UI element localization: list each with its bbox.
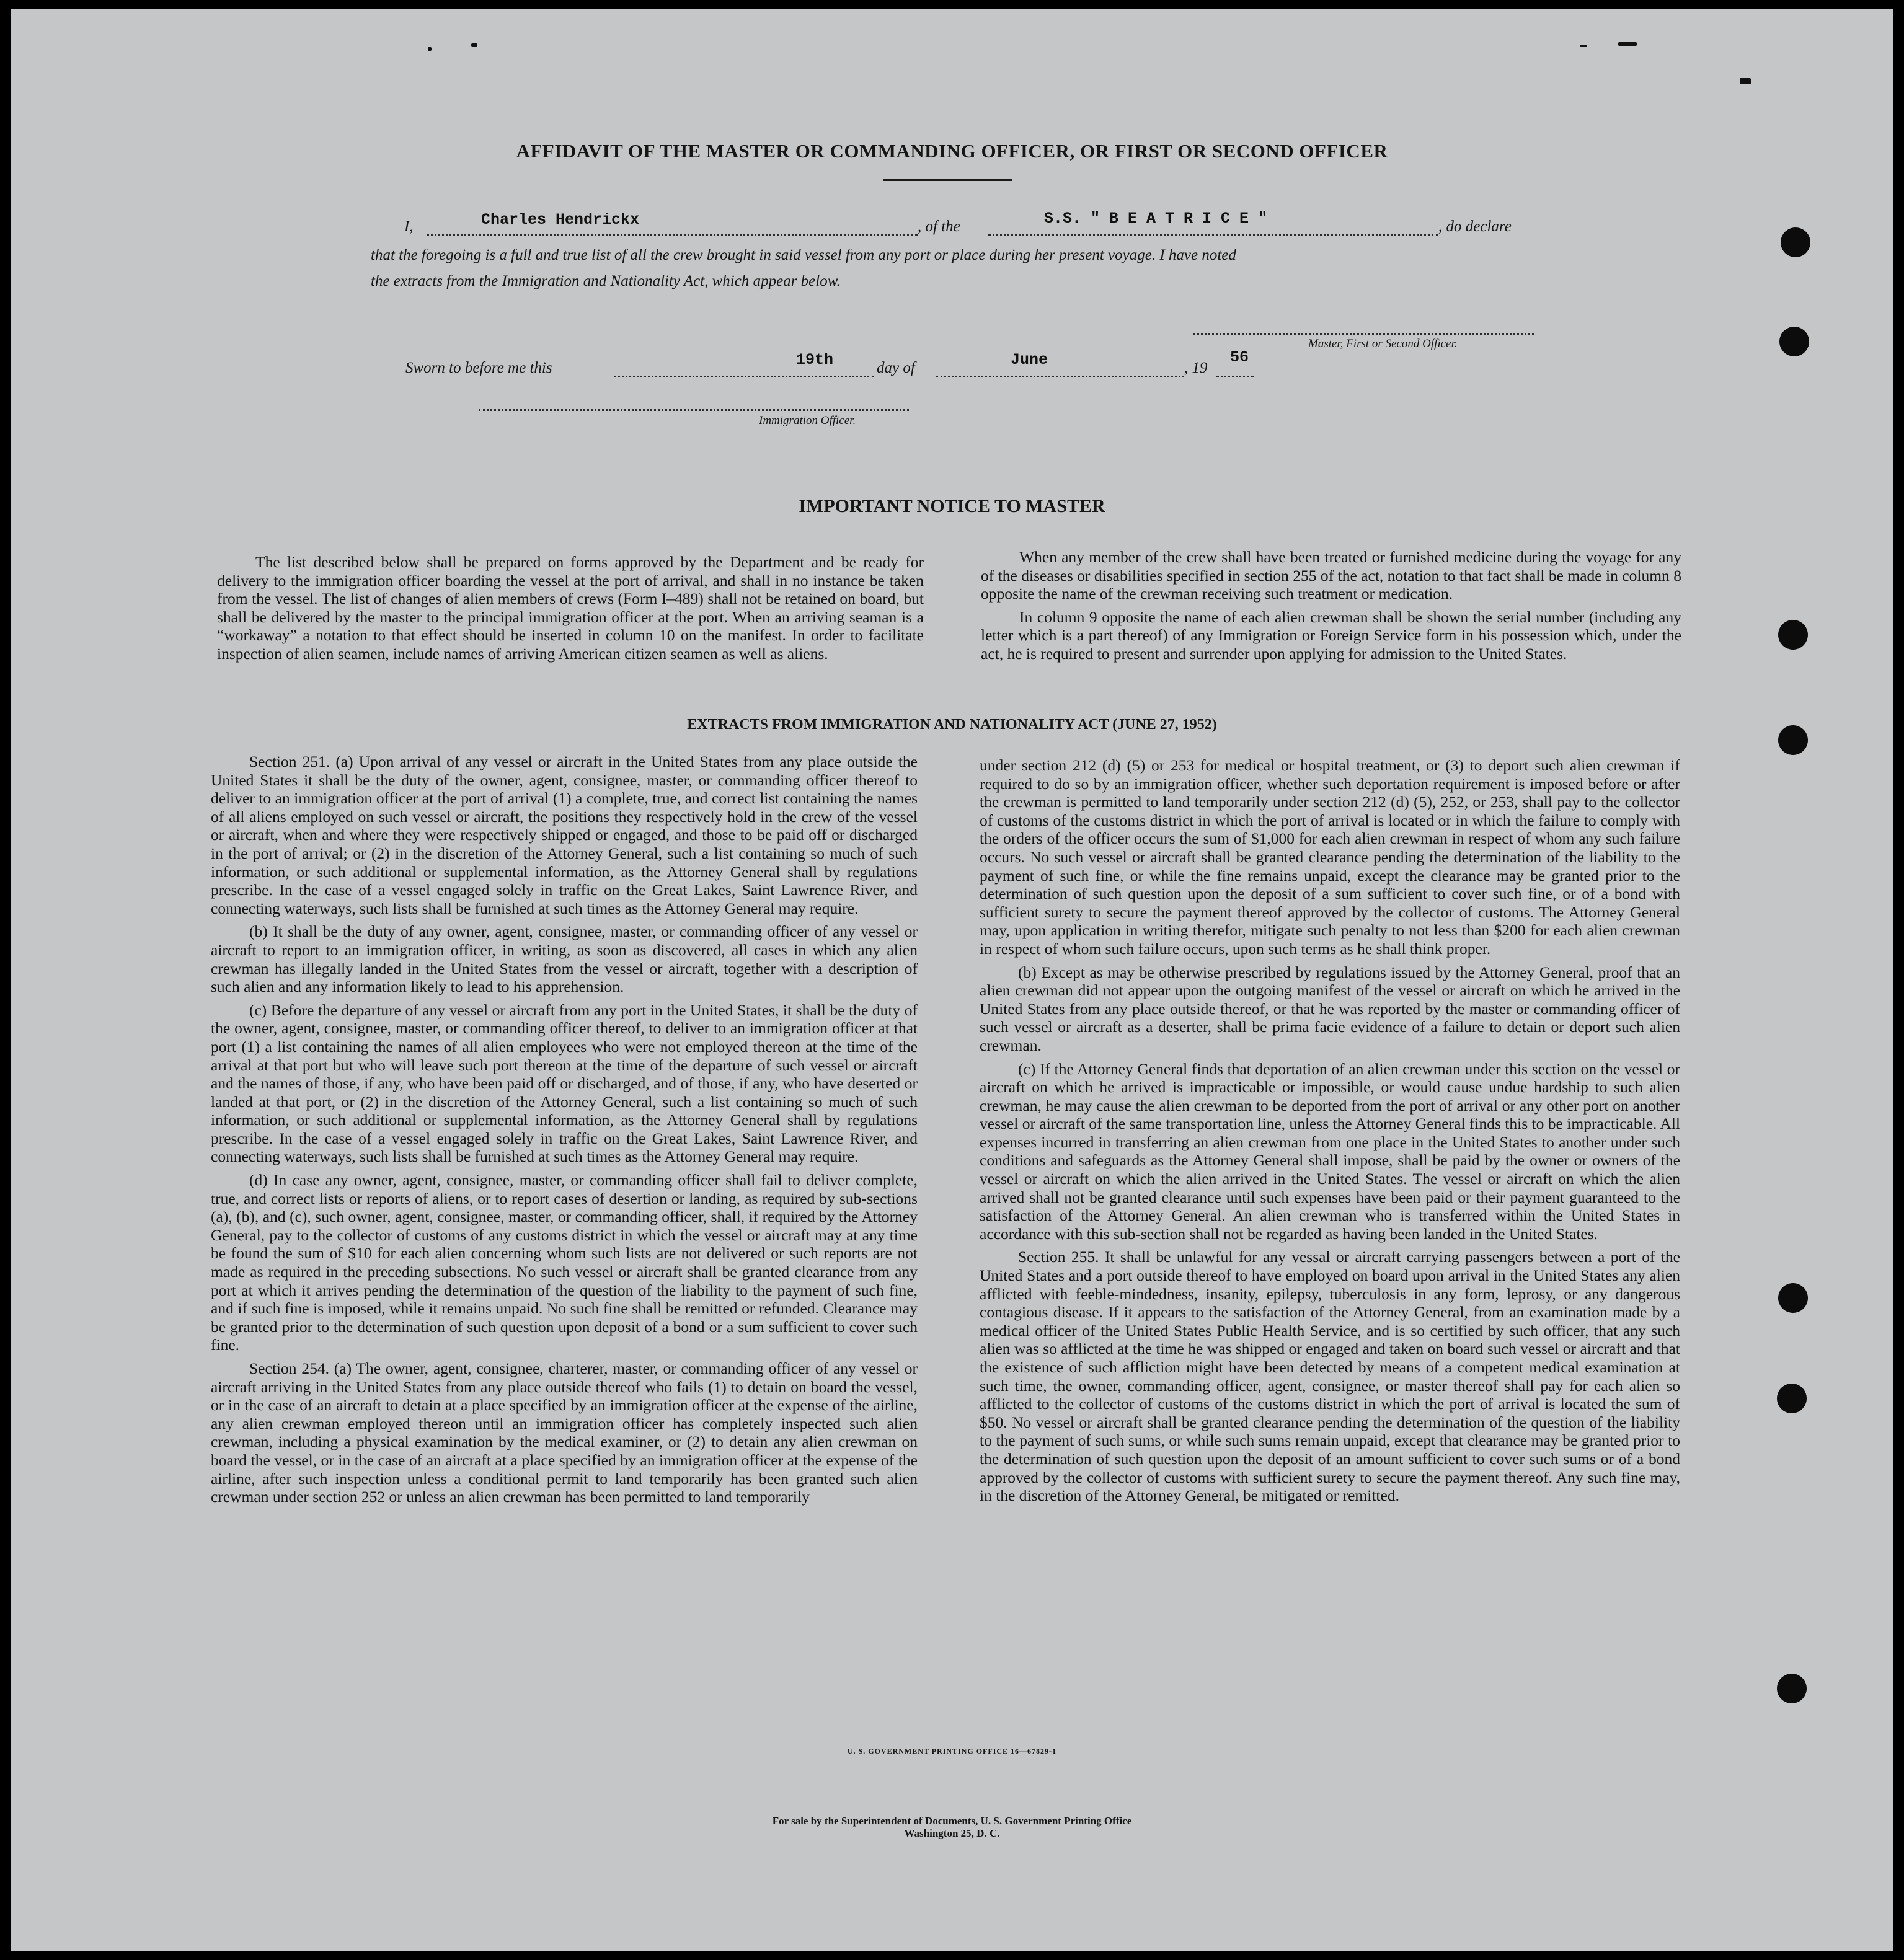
sworn-year: 56 (1230, 348, 1249, 366)
section-paragraph: (c) If the Attorney General finds that deportation of an alien crewman under this section on the vessel or aircraft on which he arrived is impracticable or impossible, or would cause undue hardship to such alien crewman, he may cause the alien crewman to be deported from the port of arrival or any other port on another vessel or aircraft of the same transportation line, unless the Attorney General finds this to be impracticable. All expenses incurred in transferring an alien crewman from one place in the United States to another under such conditions and safeguards as the Attorney General shall impose, shall be paid by the owner or owners of the vessel or aircraft on which the alien arrived in the United States. The vessel or aircraft on which the alien arrived shall not be granted clearance until such expenses have been paid or their payment guaranteed to the satisfaction of the Attorney General. An alien crewman who is transferred within the United States in accordance with this sub-section shall not be regarded as having been landed in the United States. (980, 1059, 1680, 1243)
punch-hole (1779, 327, 1809, 356)
extracts-right-column (980, 756, 1680, 1510)
sale-line-1: For sale by the Superintendent of Documents, U. S. Government Printing Office (772, 1815, 1132, 1827)
master-label: Master, First or Second Officer. (1308, 337, 1458, 350)
notice-right-column (981, 548, 1681, 668)
decl-of-the: , of the (918, 218, 960, 235)
notice-left-column (217, 553, 924, 668)
punch-hole (1777, 1674, 1807, 1703)
decl-prefix: I, (404, 218, 414, 235)
section-paragraph: (c) Before the departure of any vessel or aircraft from any port in the United States, it shall be the duty of the owner, agent, consignee, master, or commanding officer thereof, to deliver to an immigration officer at that port (1) a list containing the names of all alien employees who were not employed thereon at the time of the arrival at that port but who will leave such port thereon at the time of the departure of such vessel or aircraft and the names of those, if any, who have been paid off or discharged, and of those, if any, who have deserted or landed at that port, or (2) in the discretion of the Attorney General, such a list containing so much of such information, or such additional or supplemental information, as the Attorney General shall by regulations prescribe. In the case of a vessel engaged solely in traffic on the Great Lakes, Saint Lawrence River, and connecting waterways, such lists shall be furnished at such times as the Attorney General may require. (211, 1000, 918, 1166)
scan-speck (1740, 78, 1751, 84)
name-line (427, 234, 918, 236)
scan-speck (1580, 45, 1587, 47)
punch-hole (1777, 1384, 1807, 1413)
title-rule (883, 179, 1012, 181)
section-paragraph: under section 212 (d) (5) or 253 for medical or hospital treatment, or (3) to deport such alien crewman if required to do so by an immigration officer, whether such deportation requirement is imposed before or after the crewman is permitted to land temporarily under section 212 (d) (5), 252, or 253, shall pay to the collector of customs of the customs district in which the port of arrival is located or in which the failure to comply with the orders of the officer occurs the sum of $1,000 for each alien crewman in respect of whom any such failure occurs. No such vessel or aircraft shall be granted clearance pending the determination of the liability to the payment of such fine, or while the fine remains unpaid, except the clearance may be granted prior to the determination of such question upon the deposit of a sum sufficient to cover such fine, or of a bond with sufficient surety to secure the payment thereof approved by the collector of customs. The Attorney General may, upon application in writing therefor, mitigate such penalty to not less than $200 for each alien crewman in respect of whom such failure occurs, upon such terms as he shall think proper. (980, 756, 1680, 958)
sale-line-2: Washington 25, D. C. (904, 1827, 1000, 1839)
scan-speck (428, 47, 432, 51)
affidavit-title: AFFIDAVIT OF THE MASTER OR COMMANDING OFFICER, OR FIRST OR SECOND OFFICER (516, 140, 1388, 162)
year-line (1216, 376, 1254, 377)
scan-speck (471, 43, 477, 47)
month-line (936, 376, 1184, 377)
officer-signature-line (479, 409, 909, 411)
section-paragraph: Section 255. It shall be unlawful for any vessal or aircraft carrying passengers between a port of the United States and a port outside thereof to have employed on board upon arrival in the United States any alien afflicted with feeble-mindedness, insanity, epilepsy, tuberculosis in any form, leprosy, or any dangerous contagious disease. If it appears to the satisfaction of the Attorney General, from an examination made by a medical officer of the United States Public Health Service, and is so certified by such officer, that any such alien was so afflicted at the time he was shipped or engaged and taken on board such vessel or aircraft and that the existence of such affliction might have been detected by means of a competent medical examination at such time, the owner, commanding officer, agent, consignee, or master thereof shall pay for each alien so afflicted to the collector of customs of the customs district in which the port of arrival is located the sum of $50. No vessel or aircraft shall be granted clearance pending the determination of the question of the liability to the payment of such sums, or while such sums remain unpaid, except that clearance may be granted prior to the determination of such question upon the deposit of an amount sufficient to cover such sums or of a bond approved by the collector of customs with sufficient surety to secure the payment thereof. Any such fine may, in the discretion of the Attorney General, be mitigated or remitted. (980, 1248, 1680, 1505)
scan-speck (1618, 42, 1637, 46)
officer-label: Immigration Officer. (759, 414, 856, 427)
punch-hole (1778, 1283, 1808, 1313)
notice-paragraph: In column 9 opposite the name of each alien crewman shall be shown the serial number (including any letter which is a part thereof) of any Immigration or Foreign Service form in his possession which, under the act, he is required to present and surrender upon applying for admission to the United States. (981, 607, 1681, 663)
punch-hole (1778, 620, 1808, 650)
extracts-left-column (211, 753, 918, 1511)
master-name: Charles Hendrickx (481, 211, 640, 229)
notice-paragraph: The list described below shall be prepared on forms approved by the Department and be ready for delivery to the immigration officer boarding the vessel at the port of arrival, and shall in no instance be taken from the vessel. The list of changes of alien members of crews (Form I–489) shall not be retained on board, but shall be delivered by the master to the principal immigration officer at the port. When an arriving seaman is a “workaway” a notation to that effect should be inserted in column 10 on the manifest. In order to facilitate inspection of alien seamen, include names of arriving American citizen seamen as well as aliens. (217, 553, 924, 663)
sworn-month: June (1011, 351, 1048, 369)
section-paragraph: Section 251. (a) Upon arrival of any vessel or aircraft in the United States from any place outside the United States it shall be the duty of the owner, agent, consignee, master, or commanding officer thereof to deliver to an immigration officer at the port of arrival (1) a complete, true, and correct list containing the names of all aliens employed on such vessel or aircraft, the positions they respectively hold in the crew of the vessel or aircraft, when and where they were respectively shipped or engaged, and those to be paid off or discharged in the port of arrival; or (2) in the discretion of the Attorney General, such a list containing so much of such information, or such additional or supplemental information, as the Attorney General shall by regulations prescribe. In the case of a vessel engaged solely in traffic on the Great Lakes, Saint Lawrence River, and connecting waterways, such lists shall be furnished at such times as the Attorney General may require. (211, 753, 918, 917)
day-line (614, 376, 874, 377)
punch-hole (1781, 227, 1810, 257)
section-paragraph: Section 254. (a) The owner, agent, consignee, charterer, master, or commanding officer of any vessel or aircraft arriving in the United States from any place outside thereof who fails (1) to detain on board the vessel, or in the case of an aircraft to detain at a place specified by an immigration officer at the expense of the airline, any alien crewman employed thereon until an immigration officer has completely inspected such alien crewman, including a physical examination by the medical examiner, or (2) to detain any alien crewman on board the vessel, or in the case of an aircraft at a place specified by an immigration officer at the expense of the airline, after such inspection unless a conditional permit to land temporarily has been granted such alien crewman under section 252 or unless an alien crewman has been permitted to land temporarily (211, 1359, 918, 1506)
section-paragraph: (d) In case any owner, agent, consignee, master, or commanding officer shall fail to deliver complete, true, and correct lists or reports of aliens, or to report cases of desertion or landing, as required by sub-sections (a), (b), and (c), such owner, agent, consignee, master, or commanding officer, shall, if required by the Attorney General, pay to the collector of customs of any customs district in which the vessel or aircraft may at any time be found the sum of $10 for each alien concerning whom such lists are not delivered or such reports are not made as required in the preceding subsections. No such vessel or aircraft shall be granted clearance from any port at which it arrives pending the determination of the question of the liability to the payment of such fine, and if such fine is imposed, while it remains unpaid. No such fine shall be remitted or refunded. Clearance may be granted prior to the determination of such question upon deposit of a bond or a sum sufficient to cover such fine. (211, 1171, 918, 1354)
section-paragraph: (b) Except as may be otherwise prescribed by regulations issued by the Attorney General, proof that an alien crewman did not appear upon the outgoing manifest of the vessel or aircraft on which he arrived in the United States from any place outside thereof, or that he was reported by the master or commanding officer of such vessel or aircraft as a deserter, shall be prima facie evidence of a failure to detain or deport such alien crewman. (980, 963, 1680, 1054)
notice-paragraph: When any member of the crew shall have been treated or furnished medicine during the voyage for any of the diseases or disabilities specified in section 255 of the act, notation to that fact shall be made in column 8 opposite the name of the crewman receiving such treatment or medication. (981, 548, 1681, 603)
vessel-name: S.S. " B E A T R I C E " (1044, 210, 1268, 227)
vessel-line (988, 234, 1438, 236)
sworn-day: 19th (796, 351, 834, 369)
day-of-label: day of (877, 360, 915, 376)
master-signature-line (1193, 333, 1534, 335)
decl-do-declare: , do declare (1438, 218, 1512, 235)
notice-title: IMPORTANT NOTICE TO MASTER (799, 496, 1105, 516)
sworn-label: Sworn to before me this (405, 360, 552, 376)
year-prefix: , 19 (1184, 360, 1208, 376)
decl-line2: that the foregoing is a full and true list of all the crew brought in said vessel from any port or place during her present voyage. I have noted (371, 247, 1236, 263)
sale-note (0, 1815, 1904, 1840)
extracts-title: EXTRACTS FROM IMMIGRATION AND NATIONALITY ACT (JUNE 27, 1952) (687, 717, 1217, 733)
printing-office-note: U. S. GOVERNMENT PRINTING OFFICE 16—67829-1 (847, 1747, 1057, 1755)
decl-line3: the extracts from the Immigration and Nationality Act, which appear below. (371, 273, 841, 289)
section-paragraph: (b) It shall be the duty of any owner, agent, consignee, master, or commanding officer of any vessel or aircraft to report to an immigration officer, in writing, as soon as discovered, all cases in which any alien crewman has illegally landed in the United States from the vessel or aircraft, together with a description of such alien and any information likely to lead to his apprehension. (211, 922, 918, 996)
